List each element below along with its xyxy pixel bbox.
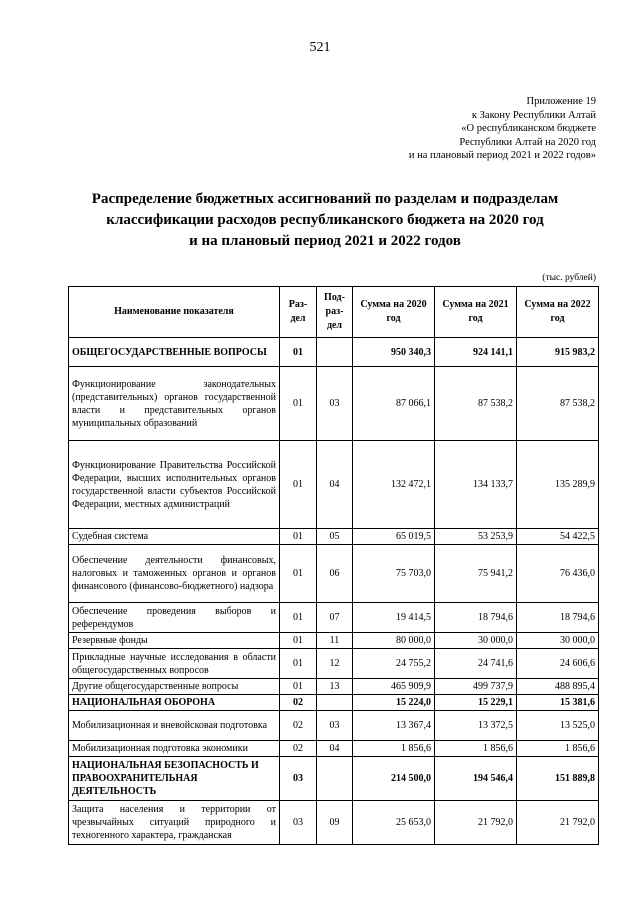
row-name-cell: Прикладные научные исследования в области общегосударственных вопросов [69,649,280,679]
title-line: классификации расходов республиканского бюджета на 2020 год [106,212,544,228]
table-row [69,741,599,757]
row-section-cell: 01 [280,545,317,603]
header-2021: Сумма на 2021 год [435,287,517,338]
row-section-cell: 01 [280,679,317,695]
title-line: Распределение бюджетных ассигнований по разделам и подразделам [91,191,559,207]
row-2020-cell: 80 000,0 [353,633,435,649]
row-2022-cell: 18 794,6 [517,603,599,633]
row-section-cell: 02 [280,711,317,741]
row-2022-cell: 13 525,0 [517,711,599,741]
header-name: Наименование показателя [69,287,280,338]
row-subsection-cell: 12 [317,649,353,679]
document-title [40,189,610,252]
row-2022-cell: 24 606,6 [517,649,599,679]
row-2021-cell: 30 000,0 [435,633,517,649]
row-name-cell: НАЦИОНАЛЬНАЯ БЕЗОПАСНОСТЬ И ПРАВООХРАНИТЕЛЬНАЯ ДЕЯТЕЛЬНОСТЬ [69,757,280,801]
row-name-cell: Функционирование Правительства Российской Федерации, высших исполнительных органов государственной власти субъектов Российской Федерации, местных администраций [69,441,280,529]
row-subsection-cell: 03 [317,711,353,741]
row-2021-cell: 15 229,1 [435,695,517,711]
row-section-cell: 01 [280,529,317,545]
row-subsection-cell [317,695,353,711]
table-row [69,603,599,633]
table-row [69,633,599,649]
row-2020-cell: 950 340,3 [353,338,435,367]
row-section-cell: 01 [280,441,317,529]
row-2022-cell: 21 792,0 [517,801,599,845]
row-2021-cell: 18 794,6 [435,603,517,633]
appendix-line: и на плановый период 2021 и 2022 годов» [408,150,596,162]
row-name-cell: Обеспечение деятельности финансовых, налоговых и таможенных органов и органов финансового (финансово-бюджетного) надзора [69,545,280,603]
row-2020-cell: 465 909,9 [353,679,435,695]
row-subsection-cell: 07 [317,603,353,633]
row-2022-cell: 151 889,8 [517,757,599,801]
row-subsection-cell: 05 [317,529,353,545]
row-2020-cell: 75 703,0 [353,545,435,603]
row-2021-cell: 13 372,5 [435,711,517,741]
row-name-cell: Другие общегосударственные вопросы [69,679,280,695]
row-name-cell: Обеспечение проведения выборов и референдумов [69,603,280,633]
row-2021-cell: 924 141,1 [435,338,517,367]
row-2021-cell: 87 538,2 [435,367,517,441]
row-subsection-cell [317,757,353,801]
row-subsection-cell: 03 [317,367,353,441]
row-subsection-cell: 04 [317,441,353,529]
row-2021-cell: 24 741,6 [435,649,517,679]
row-section-cell: 03 [280,801,317,845]
row-2021-cell: 1 856,6 [435,741,517,757]
units-note: (тыс. рублей) [542,273,596,283]
row-section-cell: 02 [280,741,317,757]
row-2021-cell: 499 737,9 [435,679,517,695]
header-2022: Сумма на 2022 год [517,287,599,338]
appendix-line: Республики Алтай на 2020 год [459,136,596,148]
row-section-cell: 02 [280,695,317,711]
row-2022-cell: 915 983,2 [517,338,599,367]
row-2022-cell: 87 538,2 [517,367,599,441]
row-subsection-cell: 11 [317,633,353,649]
row-subsection-cell: 13 [317,679,353,695]
table-row [69,679,599,695]
row-2020-cell: 25 653,0 [353,801,435,845]
table-row [69,367,599,441]
row-2022-cell: 54 422,5 [517,529,599,545]
table-row [69,529,599,545]
budget-table [68,286,599,845]
row-2021-cell: 75 941,2 [435,545,517,603]
appendix-line: «О республиканском бюджете [461,123,596,135]
row-2022-cell: 30 000,0 [517,633,599,649]
header-subsection-label: Под-раз-дел [324,292,345,331]
row-2020-cell: 87 066,1 [353,367,435,441]
row-name-cell: Судебная система [69,529,280,545]
row-subsection-cell: 04 [317,741,353,757]
row-2021-cell: 21 792,0 [435,801,517,845]
header-2020: Сумма на 2020 год [353,287,435,338]
row-subsection-cell: 09 [317,801,353,845]
header-section-label: Раз-дел [288,299,308,324]
row-2022-cell: 76 436,0 [517,545,599,603]
row-2021-cell: 134 133,7 [435,441,517,529]
row-section-cell: 01 [280,633,317,649]
header-subsection [317,287,353,338]
row-name-cell: Функционирование законодательных (представительных) органов государственной власти и представительных органов муниципальных образований [69,367,280,441]
row-name-cell: Мобилизационная и вневойсковая подготовка [69,711,280,741]
table-row [69,801,599,845]
table-row [69,338,599,367]
row-2020-cell: 65 019,5 [353,529,435,545]
table-row [69,649,599,679]
row-2022-cell: 1 856,6 [517,741,599,757]
row-2022-cell: 15 381,6 [517,695,599,711]
row-2020-cell: 13 367,4 [353,711,435,741]
row-section-cell: 03 [280,757,317,801]
row-2020-cell: 1 856,6 [353,741,435,757]
header-section [280,287,317,338]
table-row [69,441,599,529]
row-2020-cell: 24 755,2 [353,649,435,679]
table-row [69,711,599,741]
table-row [69,545,599,603]
appendix-note [409,95,596,163]
table-header-row [69,287,599,338]
table-body [69,338,599,845]
row-2020-cell: 132 472,1 [353,441,435,529]
table-row [69,695,599,711]
row-section-cell: 01 [280,603,317,633]
row-section-cell: 01 [280,338,317,367]
table-row [69,757,599,801]
row-section-cell: 01 [280,367,317,441]
row-name-cell: Резервные фонды [69,633,280,649]
appendix-line: Приложение 19 [526,96,596,107]
row-section-cell: 01 [280,649,317,679]
row-name-cell: ОБЩЕГОСУДАРСТВЕННЫЕ ВОПРОСЫ [69,338,280,367]
row-2020-cell: 19 414,5 [353,603,435,633]
row-2020-cell: 15 224,0 [353,695,435,711]
row-name-cell: Мобилизационная подготовка экономики [69,741,280,757]
row-2022-cell: 488 895,4 [517,679,599,695]
row-name-cell: НАЦИОНАЛЬНАЯ ОБОРОНА [69,695,280,711]
appendix-line: к Закону Республики Алтай [471,109,596,121]
row-2020-cell: 214 500,0 [353,757,435,801]
row-2021-cell: 53 253,9 [435,529,517,545]
page-number: 521 [309,40,331,55]
row-2021-cell: 194 546,4 [435,757,517,801]
row-name-cell: Защита населения и территории от чрезвычайных ситуаций природного и техногенного характера, гражданская [69,801,280,845]
row-2022-cell: 135 289,9 [517,441,599,529]
row-subsection-cell [317,338,353,367]
title-line: и на плановый период 2021 и 2022 годов [189,233,461,249]
row-subsection-cell: 06 [317,545,353,603]
